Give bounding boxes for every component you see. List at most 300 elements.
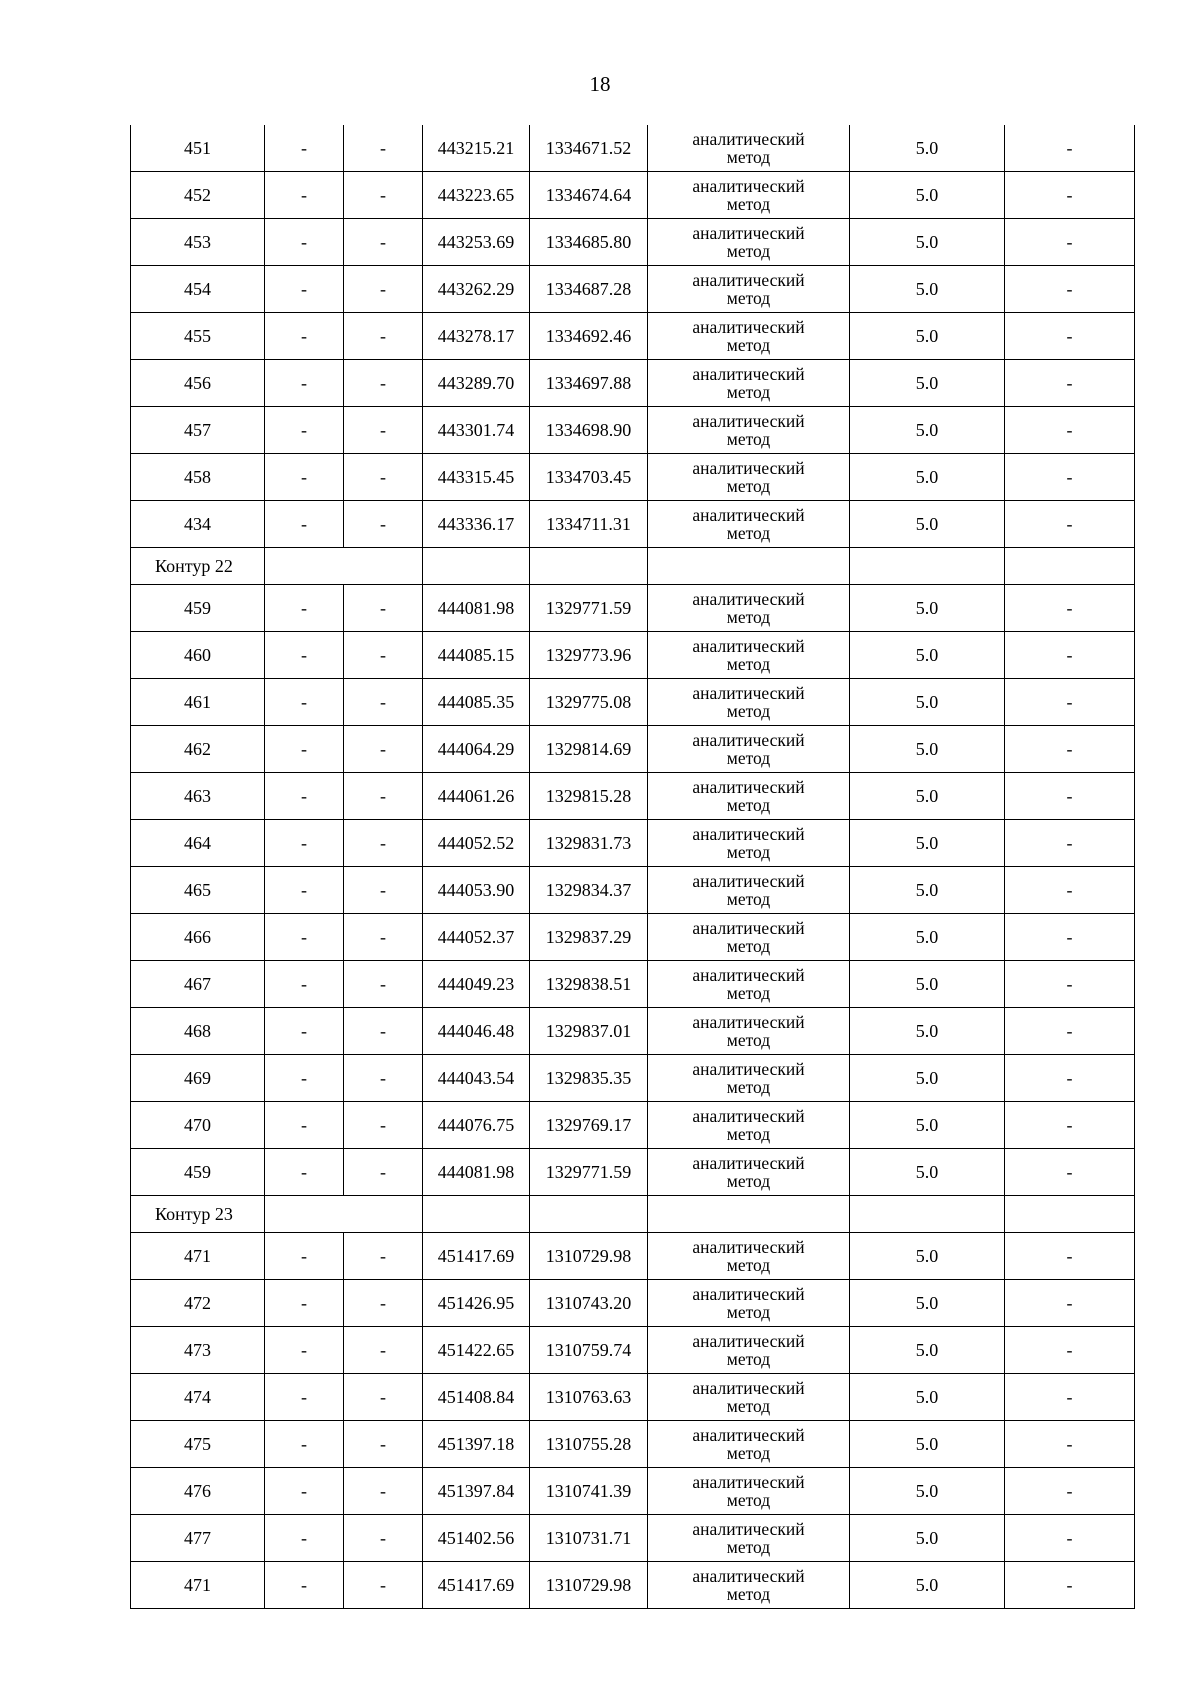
method-line-2: метод	[726, 382, 771, 402]
method-line-1: аналитический	[692, 1331, 805, 1351]
column-3-cell: -	[344, 1149, 423, 1196]
x-coordinate-cell: 444046.48	[423, 1008, 530, 1055]
column-3-cell: -	[344, 1233, 423, 1280]
contour-header-row	[131, 548, 1135, 585]
x-coordinate-cell: 443278.17	[423, 313, 530, 360]
column-8-cell: -	[1005, 1562, 1135, 1609]
y-coordinate-cell: 1329831.73	[530, 820, 648, 867]
table-row	[131, 820, 1135, 867]
accuracy-cell: 5.0	[850, 1280, 1005, 1327]
y-coordinate-cell: 1310755.28	[530, 1421, 648, 1468]
method-line-2: метод	[726, 194, 771, 214]
column-3-cell: -	[344, 914, 423, 961]
method-line-1: аналитический	[692, 1472, 805, 1492]
method-line-1: аналитический	[692, 730, 805, 750]
column-3-cell: -	[344, 454, 423, 501]
method-cell	[648, 585, 850, 632]
accuracy-cell: 5.0	[850, 1008, 1005, 1055]
accuracy-cell: 5.0	[850, 914, 1005, 961]
method-cell	[648, 1562, 850, 1609]
x-coordinate-cell: 444061.26	[423, 773, 530, 820]
column-8-cell: -	[1005, 1515, 1135, 1562]
y-coordinate-cell: 1310729.98	[530, 1233, 648, 1280]
x-coordinate-cell: 451397.84	[423, 1468, 530, 1515]
method-line-1: аналитический	[692, 317, 805, 337]
table-row	[131, 219, 1135, 266]
method-line-1: аналитический	[692, 1153, 805, 1173]
method-cell	[648, 125, 850, 172]
accuracy-cell: 5.0	[850, 313, 1005, 360]
column-8-cell: -	[1005, 1102, 1135, 1149]
column-2-cell: -	[265, 1233, 344, 1280]
column-3-cell: -	[344, 407, 423, 454]
x-coordinate-cell: 443315.45	[423, 454, 530, 501]
method-line-1: аналитический	[692, 1378, 805, 1398]
accuracy-cell: 5.0	[850, 1374, 1005, 1421]
column-8-cell: -	[1005, 266, 1135, 313]
empty-cell	[648, 548, 850, 585]
point-number-cell: 463	[131, 773, 265, 820]
contour-label: Контур 22	[131, 548, 265, 585]
x-coordinate-cell: 444085.35	[423, 679, 530, 726]
method-line-2: метод	[726, 241, 771, 261]
method-line-2: метод	[726, 1396, 771, 1416]
y-coordinate-cell: 1329775.08	[530, 679, 648, 726]
empty-cell	[265, 548, 423, 585]
column-8-cell: -	[1005, 961, 1135, 1008]
accuracy-cell: 5.0	[850, 501, 1005, 548]
column-8-cell: -	[1005, 1327, 1135, 1374]
column-3-cell: -	[344, 1055, 423, 1102]
y-coordinate-cell: 1329837.01	[530, 1008, 648, 1055]
table-row	[131, 313, 1135, 360]
method-line-1: аналитический	[692, 683, 805, 703]
table-row	[131, 726, 1135, 773]
empty-cell	[850, 1196, 1005, 1233]
method-cell	[648, 1468, 850, 1515]
table-row	[131, 1102, 1135, 1149]
method-line-2: метод	[726, 795, 771, 815]
method-line-1: аналитический	[692, 1284, 805, 1304]
point-number-cell: 462	[131, 726, 265, 773]
page-number: 18	[589, 72, 611, 96]
method-line-2: метод	[726, 701, 771, 721]
column-8-cell: -	[1005, 172, 1135, 219]
column-2-cell: -	[265, 914, 344, 961]
x-coordinate-cell: 444076.75	[423, 1102, 530, 1149]
method-line-2: метод	[726, 607, 771, 627]
accuracy-cell: 5.0	[850, 1468, 1005, 1515]
column-2-cell: -	[265, 1562, 344, 1609]
column-2-cell: -	[265, 1102, 344, 1149]
method-cell	[648, 726, 850, 773]
x-coordinate-cell: 443215.21	[423, 125, 530, 172]
point-number-cell: 464	[131, 820, 265, 867]
table-row	[131, 961, 1135, 1008]
column-2-cell: -	[265, 773, 344, 820]
y-coordinate-cell: 1334698.90	[530, 407, 648, 454]
table-row	[131, 1280, 1135, 1327]
method-cell	[648, 1327, 850, 1374]
accuracy-cell: 5.0	[850, 1233, 1005, 1280]
method-line-1: аналитический	[692, 824, 805, 844]
empty-cell	[850, 548, 1005, 585]
table-row	[131, 1421, 1135, 1468]
method-line-1: аналитический	[692, 364, 805, 384]
column-2-cell: -	[265, 360, 344, 407]
x-coordinate-cell: 451417.69	[423, 1562, 530, 1609]
table-row	[131, 501, 1135, 548]
y-coordinate-cell: 1310741.39	[530, 1468, 648, 1515]
column-2-cell: -	[265, 961, 344, 1008]
method-cell	[648, 1008, 850, 1055]
table-row	[131, 360, 1135, 407]
column-3-cell: -	[344, 501, 423, 548]
point-number-cell: 461	[131, 679, 265, 726]
method-cell	[648, 820, 850, 867]
method-line-1: аналитический	[692, 1059, 805, 1079]
column-8-cell: -	[1005, 867, 1135, 914]
y-coordinate-cell: 1329815.28	[530, 773, 648, 820]
method-line-2: метод	[726, 1443, 771, 1463]
point-number-cell: 453	[131, 219, 265, 266]
table-row	[131, 1233, 1135, 1280]
column-8-cell: -	[1005, 914, 1135, 961]
column-2-cell: -	[265, 172, 344, 219]
column-2-cell: -	[265, 125, 344, 172]
column-2-cell: -	[265, 585, 344, 632]
method-cell	[648, 961, 850, 1008]
column-8-cell: -	[1005, 585, 1135, 632]
column-8-cell: -	[1005, 1280, 1135, 1327]
point-number-cell: 458	[131, 454, 265, 501]
method-line-2: метод	[726, 654, 771, 674]
y-coordinate-cell: 1329773.96	[530, 632, 648, 679]
table-row	[131, 454, 1135, 501]
method-cell	[648, 1421, 850, 1468]
y-coordinate-cell: 1334671.52	[530, 125, 648, 172]
point-number-cell: 476	[131, 1468, 265, 1515]
column-2-cell: -	[265, 1008, 344, 1055]
column-2-cell: -	[265, 407, 344, 454]
method-line-1: аналитический	[692, 1425, 805, 1445]
table-row	[131, 1562, 1135, 1609]
method-cell	[648, 773, 850, 820]
column-8-cell: -	[1005, 1055, 1135, 1102]
column-3-cell: -	[344, 867, 423, 914]
column-3-cell: -	[344, 219, 423, 266]
point-number-cell: 471	[131, 1233, 265, 1280]
method-cell	[648, 1374, 850, 1421]
point-number-cell: 455	[131, 313, 265, 360]
empty-cell	[530, 1196, 648, 1233]
column-2-cell: -	[265, 1421, 344, 1468]
y-coordinate-cell: 1329835.35	[530, 1055, 648, 1102]
x-coordinate-cell: 451397.18	[423, 1421, 530, 1468]
x-coordinate-cell: 451402.56	[423, 1515, 530, 1562]
method-cell	[648, 454, 850, 501]
method-line-1: аналитический	[692, 777, 805, 797]
method-line-2: метод	[726, 842, 771, 862]
empty-cell	[1005, 548, 1135, 585]
method-line-2: метод	[726, 1584, 771, 1604]
column-3-cell: -	[344, 1515, 423, 1562]
column-8-cell: -	[1005, 407, 1135, 454]
method-line-1: аналитический	[692, 411, 805, 431]
table-row	[131, 585, 1135, 632]
y-coordinate-cell: 1334711.31	[530, 501, 648, 548]
contour-header-row	[131, 1196, 1135, 1233]
accuracy-cell: 5.0	[850, 407, 1005, 454]
accuracy-cell: 5.0	[850, 585, 1005, 632]
column-2-cell: -	[265, 679, 344, 726]
column-8-cell: -	[1005, 501, 1135, 548]
method-line-1: аналитический	[692, 965, 805, 985]
point-number-cell: 470	[131, 1102, 265, 1149]
column-8-cell: -	[1005, 679, 1135, 726]
column-8-cell: -	[1005, 1468, 1135, 1515]
point-number-cell: 451	[131, 125, 265, 172]
method-cell	[648, 1149, 850, 1196]
x-coordinate-cell: 444043.54	[423, 1055, 530, 1102]
method-cell	[648, 1280, 850, 1327]
method-cell	[648, 501, 850, 548]
method-cell	[648, 219, 850, 266]
table-row	[131, 1374, 1135, 1421]
column-3-cell: -	[344, 773, 423, 820]
method-cell	[648, 1515, 850, 1562]
point-number-cell: 460	[131, 632, 265, 679]
column-8-cell: -	[1005, 1149, 1135, 1196]
table-row	[131, 172, 1135, 219]
y-coordinate-cell: 1329771.59	[530, 585, 648, 632]
y-coordinate-cell: 1310763.63	[530, 1374, 648, 1421]
method-line-2: метод	[726, 1255, 771, 1275]
column-2-cell: -	[265, 1468, 344, 1515]
x-coordinate-cell: 451408.84	[423, 1374, 530, 1421]
y-coordinate-cell: 1310731.71	[530, 1515, 648, 1562]
method-line-2: метод	[726, 1030, 771, 1050]
column-2-cell: -	[265, 313, 344, 360]
method-cell	[648, 914, 850, 961]
point-number-cell: 452	[131, 172, 265, 219]
method-line-2: метод	[726, 936, 771, 956]
x-coordinate-cell: 444052.52	[423, 820, 530, 867]
column-2-cell: -	[265, 632, 344, 679]
column-3-cell: -	[344, 820, 423, 867]
column-2-cell: -	[265, 1149, 344, 1196]
method-cell	[648, 1055, 850, 1102]
empty-cell	[530, 548, 648, 585]
method-cell	[648, 867, 850, 914]
accuracy-cell: 5.0	[850, 1102, 1005, 1149]
method-line-2: метод	[726, 335, 771, 355]
method-line-1: аналитический	[692, 1566, 805, 1586]
column-2-cell: -	[265, 820, 344, 867]
method-line-1: аналитический	[692, 129, 805, 149]
method-line-2: метод	[726, 1077, 771, 1097]
y-coordinate-cell: 1329771.59	[530, 1149, 648, 1196]
method-line-2: метод	[726, 889, 771, 909]
column-8-cell: -	[1005, 313, 1135, 360]
empty-cell	[423, 1196, 530, 1233]
table-row	[131, 1055, 1135, 1102]
table-row	[131, 773, 1135, 820]
method-cell	[648, 407, 850, 454]
contour-label: Контур 23	[131, 1196, 265, 1233]
table-row	[131, 914, 1135, 961]
method-line-1: аналитический	[692, 1237, 805, 1257]
y-coordinate-cell: 1334692.46	[530, 313, 648, 360]
column-3-cell: -	[344, 1374, 423, 1421]
method-cell	[648, 172, 850, 219]
column-3-cell: -	[344, 1102, 423, 1149]
column-2-cell: -	[265, 1327, 344, 1374]
point-number-cell: 434	[131, 501, 265, 548]
table-row	[131, 1327, 1135, 1374]
x-coordinate-cell: 443262.29	[423, 266, 530, 313]
point-number-cell: 474	[131, 1374, 265, 1421]
column-3-cell: -	[344, 679, 423, 726]
method-line-2: метод	[726, 1537, 771, 1557]
method-line-1: аналитический	[692, 1012, 805, 1032]
method-line-2: метод	[726, 1124, 771, 1144]
method-line-1: аналитический	[692, 636, 805, 656]
column-8-cell: -	[1005, 1374, 1135, 1421]
column-8-cell: -	[1005, 454, 1135, 501]
x-coordinate-cell: 444081.98	[423, 585, 530, 632]
method-cell	[648, 1102, 850, 1149]
point-number-cell: 466	[131, 914, 265, 961]
column-8-cell: -	[1005, 125, 1135, 172]
accuracy-cell: 5.0	[850, 820, 1005, 867]
x-coordinate-cell: 444085.15	[423, 632, 530, 679]
point-number-cell: 467	[131, 961, 265, 1008]
accuracy-cell: 5.0	[850, 632, 1005, 679]
column-8-cell: -	[1005, 219, 1135, 266]
method-line-1: аналитический	[692, 918, 805, 938]
accuracy-cell: 5.0	[850, 679, 1005, 726]
method-line-2: метод	[726, 147, 771, 167]
table-row	[131, 867, 1135, 914]
column-3-cell: -	[344, 632, 423, 679]
point-number-cell: 473	[131, 1327, 265, 1374]
method-line-1: аналитический	[692, 871, 805, 891]
method-line-2: метод	[726, 429, 771, 449]
column-8-cell: -	[1005, 773, 1135, 820]
method-line-1: аналитический	[692, 1106, 805, 1126]
method-line-2: метод	[726, 288, 771, 308]
y-coordinate-cell: 1329834.37	[530, 867, 648, 914]
y-coordinate-cell: 1334703.45	[530, 454, 648, 501]
point-number-cell: 465	[131, 867, 265, 914]
y-coordinate-cell: 1329837.29	[530, 914, 648, 961]
column-2-cell: -	[265, 219, 344, 266]
point-number-cell: 472	[131, 1280, 265, 1327]
x-coordinate-cell: 443289.70	[423, 360, 530, 407]
method-line-1: аналитический	[692, 223, 805, 243]
accuracy-cell: 5.0	[850, 1055, 1005, 1102]
method-line-2: метод	[726, 1171, 771, 1191]
y-coordinate-cell: 1334697.88	[530, 360, 648, 407]
method-cell	[648, 1233, 850, 1280]
column-3-cell: -	[344, 125, 423, 172]
method-line-2: метод	[726, 983, 771, 1003]
table-row	[131, 407, 1135, 454]
x-coordinate-cell: 443223.65	[423, 172, 530, 219]
x-coordinate-cell: 444053.90	[423, 867, 530, 914]
method-cell	[648, 679, 850, 726]
y-coordinate-cell: 1329814.69	[530, 726, 648, 773]
x-coordinate-cell: 443336.17	[423, 501, 530, 548]
column-3-cell: -	[344, 726, 423, 773]
table-row	[131, 125, 1135, 172]
method-line-1: аналитический	[692, 176, 805, 196]
point-number-cell: 459	[131, 1149, 265, 1196]
accuracy-cell: 5.0	[850, 1421, 1005, 1468]
column-2-cell: -	[265, 1280, 344, 1327]
column-8-cell: -	[1005, 1421, 1135, 1468]
x-coordinate-cell: 451422.65	[423, 1327, 530, 1374]
accuracy-cell: 5.0	[850, 360, 1005, 407]
column-3-cell: -	[344, 172, 423, 219]
column-3-cell: -	[344, 1421, 423, 1468]
point-number-cell: 459	[131, 585, 265, 632]
column-3-cell: -	[344, 313, 423, 360]
column-3-cell: -	[344, 1280, 423, 1327]
table-row	[131, 1149, 1135, 1196]
column-3-cell: -	[344, 1008, 423, 1055]
column-3-cell: -	[344, 585, 423, 632]
table-row	[131, 632, 1135, 679]
method-line-2: метод	[726, 523, 771, 543]
accuracy-cell: 5.0	[850, 454, 1005, 501]
point-number-cell: 456	[131, 360, 265, 407]
accuracy-cell: 5.0	[850, 773, 1005, 820]
coordinates-table	[130, 125, 1135, 1609]
x-coordinate-cell: 444052.37	[423, 914, 530, 961]
method-line-1: аналитический	[692, 458, 805, 478]
x-coordinate-cell: 443253.69	[423, 219, 530, 266]
column-3-cell: -	[344, 1468, 423, 1515]
y-coordinate-cell: 1329838.51	[530, 961, 648, 1008]
accuracy-cell: 5.0	[850, 125, 1005, 172]
point-number-cell: 471	[131, 1562, 265, 1609]
y-coordinate-cell: 1329769.17	[530, 1102, 648, 1149]
accuracy-cell: 5.0	[850, 867, 1005, 914]
column-2-cell: -	[265, 1374, 344, 1421]
column-3-cell: -	[344, 360, 423, 407]
method-line-2: метод	[726, 1349, 771, 1369]
x-coordinate-cell: 444081.98	[423, 1149, 530, 1196]
accuracy-cell: 5.0	[850, 172, 1005, 219]
column-2-cell: -	[265, 454, 344, 501]
table-row	[131, 1008, 1135, 1055]
x-coordinate-cell: 444064.29	[423, 726, 530, 773]
column-2-cell: -	[265, 1515, 344, 1562]
point-number-cell: 469	[131, 1055, 265, 1102]
accuracy-cell: 5.0	[850, 726, 1005, 773]
point-number-cell: 457	[131, 407, 265, 454]
x-coordinate-cell: 443301.74	[423, 407, 530, 454]
method-cell	[648, 360, 850, 407]
y-coordinate-cell: 1310759.74	[530, 1327, 648, 1374]
empty-cell	[265, 1196, 423, 1233]
column-3-cell: -	[344, 961, 423, 1008]
point-number-cell: 475	[131, 1421, 265, 1468]
column-2-cell: -	[265, 266, 344, 313]
method-line-1: аналитический	[692, 270, 805, 290]
